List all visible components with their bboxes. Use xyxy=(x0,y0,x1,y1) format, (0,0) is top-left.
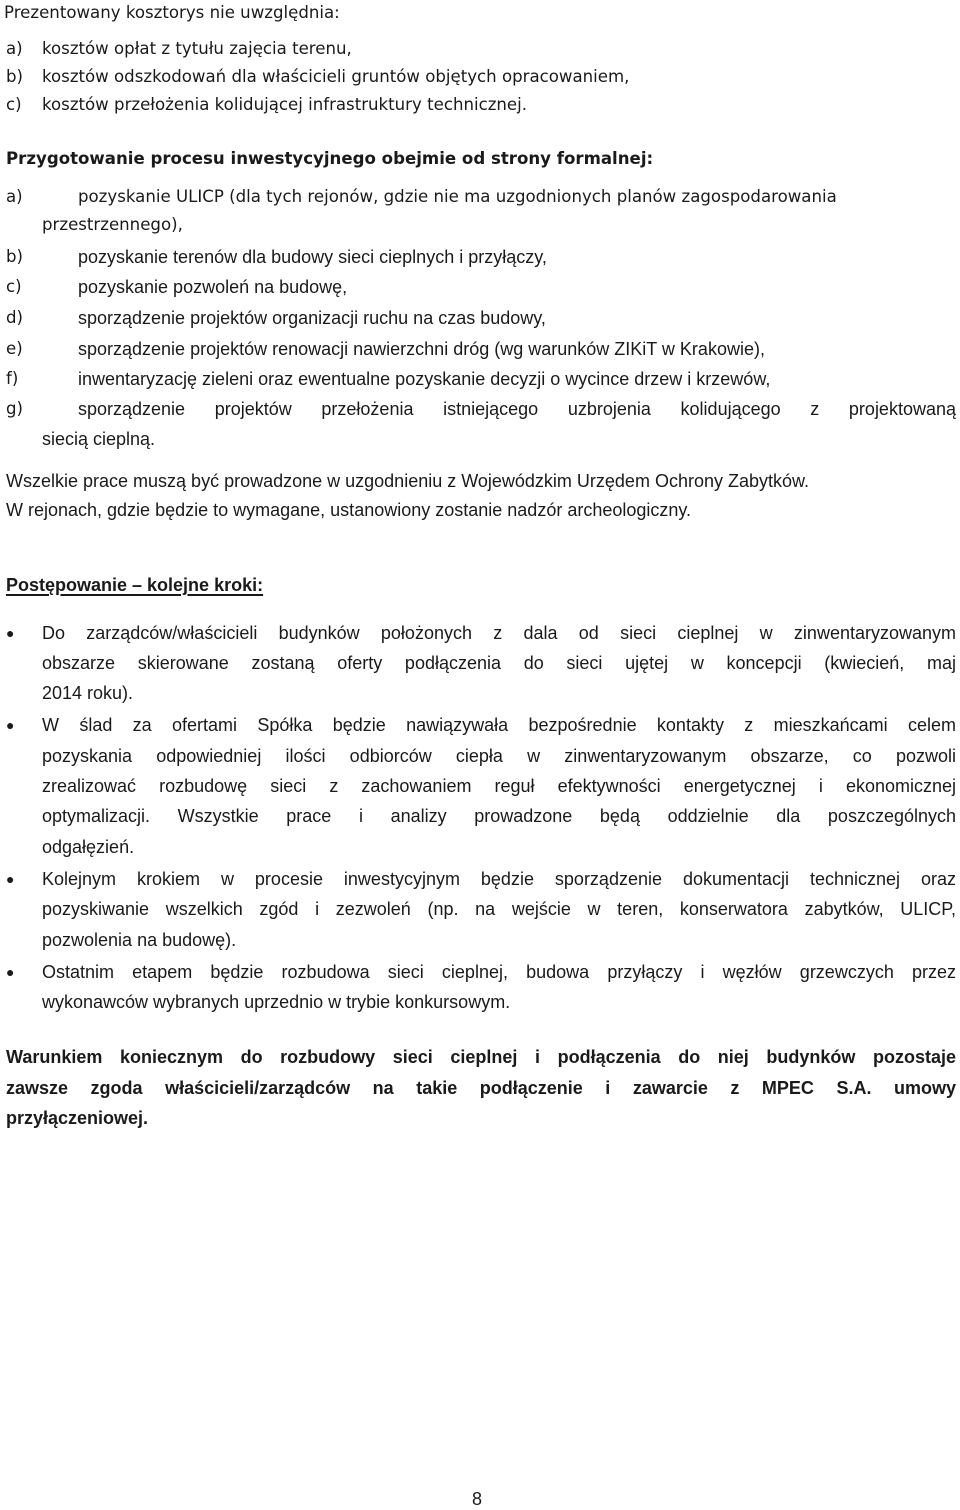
list-text: pozyskanie pozwoleń na budowę, xyxy=(78,277,348,297)
list-text-continued: przestrzennego), xyxy=(42,215,183,234)
steps-heading-text: Postępowanie – kolejne kroki: xyxy=(6,575,264,595)
list-text: kosztów przełożenia kolidującej infrastruktury technicznej. xyxy=(42,95,528,114)
list-label: a) xyxy=(6,187,23,206)
list-text: pozyskanie ULICP (dla tych rejonów, gdzie nie ma uzgodnionych planów zagospodarowania xyxy=(78,187,837,206)
bullet-line: odgałęzień. xyxy=(42,837,135,857)
list-label: e) xyxy=(6,339,23,358)
bullet-dot: ● xyxy=(6,964,15,980)
list-label: a) xyxy=(6,39,23,58)
list-text: sporządzenie projektów przełożenia istniejącego uzbrojenia kolidującego z projektowaną xyxy=(78,399,956,419)
formal-heading: Przygotowanie procesu inwestycyjnego obejmie od strony formalnej: xyxy=(6,149,654,168)
bullet-dot: ● xyxy=(6,625,15,641)
bullet-line: 2014 roku). xyxy=(42,683,134,703)
page-number: 8 xyxy=(472,1489,483,1509)
steps-heading xyxy=(6,574,263,596)
list-text: pozyskanie terenów dla budowy sieci cieplnych i przyłączy, xyxy=(78,247,547,267)
list-label: d) xyxy=(6,308,24,327)
bullet-line: Kolejnym krokiem w procesie inwestycyjnym będzie sporządzenie dokumentacji technicznej oraz xyxy=(42,869,956,889)
list-text: kosztów odszkodowań dla właścicieli gruntów objętych opracowaniem, xyxy=(42,67,630,86)
bullet-line: optymalizacji. Wszystkie prace i analizy prowadzone będą oddzielnie dla poszczególnych xyxy=(42,806,956,826)
bullet-line: wykonawców wybranych uprzednio w trybie konkursowym. xyxy=(42,992,511,1012)
conclusion-line: przyłączeniowej. xyxy=(6,1108,149,1128)
list-label: b) xyxy=(6,247,24,266)
bullet-line: pozyskiwanie wszelkich zgód i zezwoleń (np. na wejście w teren, konserwatora zabytków, ULICP, xyxy=(42,899,956,919)
bullet-line: W ślad za ofertami Spółka będzie nawiązywała bezpośrednie kontakty z mieszkańcami celem xyxy=(42,715,956,735)
bullet-line: pozyskania odpowiedniej ilości odbiorców ciepła w zinwentaryzowanym obszarze, co pozwoli xyxy=(42,746,956,766)
list-text-continued: siecią cieplną. xyxy=(42,429,156,449)
list-label: c) xyxy=(6,277,22,296)
list-label: b) xyxy=(6,67,24,86)
conclusion-line: zawsze zgoda właścicieli/zarządców na takie podłączenie i zawarcie z MPEC S.A. umowy xyxy=(6,1078,956,1098)
list-label: c) xyxy=(6,95,22,114)
bullet-line: Do zarządców/właścicieli budynków położonych z dala od sieci cieplnej w zinwentaryzowanym xyxy=(42,623,956,643)
list-text: sporządzenie projektów organizacji ruchu na czas budowy, xyxy=(78,308,546,328)
bullet-line: Ostatnim etapem będzie rozbudowa sieci cieplnej, budowa przyłączy i węzłów grzewczych przez xyxy=(42,962,956,982)
note-monuments: Wszelkie prace muszą być prowadzone w uzgodnieniu z Wojewódzkim Urzędem Ochrony Zabytków. xyxy=(6,471,810,491)
bullet-line: zrealizować rozbudowę sieci z zachowaniem reguł efektywności energetycznej i ekonomicznej xyxy=(42,776,956,796)
conclusion-line: Warunkiem koniecznym do rozbudowy sieci cieplnej i podłączenia do niej budynków pozostaje xyxy=(6,1047,956,1067)
bullet-dot: ● xyxy=(6,871,15,887)
list-label: f) xyxy=(6,369,19,388)
costs-heading: Prezentowany kosztorys nie uwzględnia: xyxy=(4,3,340,22)
list-text: kosztów opłat z tytułu zajęcia terenu, xyxy=(42,39,352,58)
bullet-dot: ● xyxy=(6,717,15,733)
bullet-line: pozwolenia na budowę). xyxy=(42,930,237,950)
list-text: inwentaryzację zieleni oraz ewentualne pozyskanie decyzji o wycince drzew i krzewów, xyxy=(78,369,771,389)
bullet-line: obszarze skierowane zostaną oferty podłączenia do sieci ujętej w koncepcji (kwiecień, maj xyxy=(42,653,956,673)
list-text: sporządzenie projektów renowacji nawierzchni dróg (wg warunków ZIKiT w Krakowie), xyxy=(78,339,765,359)
list-label: g) xyxy=(6,399,24,418)
note-archaeology: W rejonach, gdzie będzie to wymagane, ustanowiony zostanie nadzór archeologiczny. xyxy=(6,500,692,520)
